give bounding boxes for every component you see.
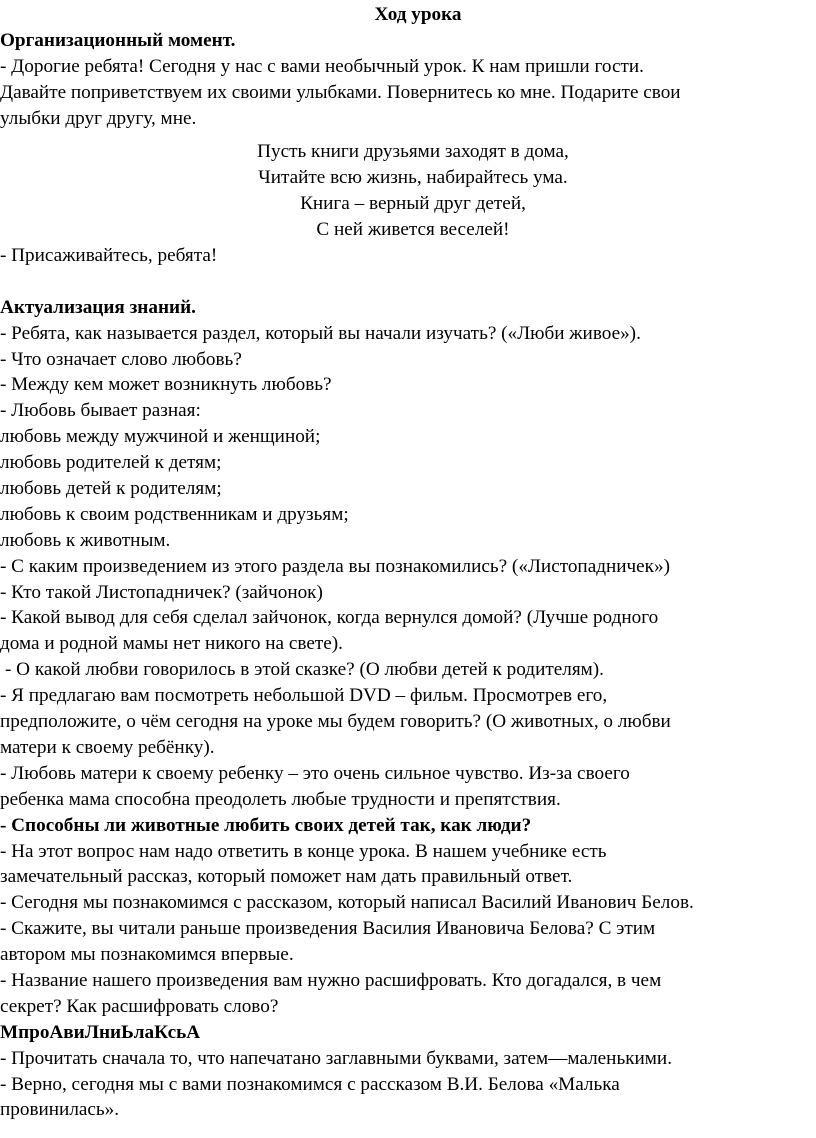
paragraph-line: матери к своему ребёнку). xyxy=(0,736,215,758)
lesson-title: Ход урока xyxy=(374,4,462,25)
paragraph-line: предположите, о чём сегодня на уроке мы будем говорить? (О животных, о любви xyxy=(0,711,671,733)
paragraph-line: автором мы познакомимся впервые. xyxy=(0,944,294,966)
paragraph-line: любовь между мужчиной и женщиной; xyxy=(0,426,321,448)
paragraph-line: - На этот вопрос нам надо ответить в конце урока. В нашем учебнике есть xyxy=(0,840,607,862)
paragraph-line: ребенка мама способна преодолеть любые трудности и препятствия. xyxy=(0,788,561,810)
spacer xyxy=(0,131,816,139)
poem-line: Пусть книги друзьями заходят в дома, xyxy=(257,141,569,163)
paragraph-line: Давайте поприветствуем их своими улыбками. Повернитесь ко мне. Подарите свои xyxy=(0,81,681,103)
paragraph-line: любовь детей к родителям; xyxy=(0,478,222,500)
paragraph-line: дома и родной мамы нет никого на свете). xyxy=(0,633,343,655)
document-page xyxy=(0,2,816,1123)
paragraph-line: - С каким произведением из этого раздела вы познакомились? («Листопадничек») xyxy=(0,555,670,577)
paragraph-line: замечательный рассказ, который поможет нам дать правильный ответ. xyxy=(0,866,573,888)
spacer xyxy=(0,269,816,295)
section-heading-org: Организационный момент. xyxy=(0,29,236,51)
paragraph-line: - Какой вывод для себя сделал зайчонок, когда вернулся домой? (Лучше родного xyxy=(0,607,659,629)
paragraph-line: - Я предлагаю вам посмотреть небольшой DVD – фильм. Просмотрев его, xyxy=(0,685,608,707)
cipher-word: МпроАвиЛниЬлаКсьА xyxy=(0,1021,201,1043)
paragraph-line: улыбки друг другу, мне. xyxy=(0,107,197,129)
paragraph-line: - Сегодня мы познакомимся с рассказом, который написал Василий Иванович Белов. xyxy=(0,892,694,914)
paragraph-line: - Дорогие ребята! Сегодня у нас с вами необычный урок. К нам пришли гости. xyxy=(0,55,644,77)
paragraph-line: - Что означает слово любовь? xyxy=(0,348,242,370)
paragraph-line: любовь к своим родственникам и друзьям; xyxy=(0,503,349,525)
paragraph-line: провинилась». xyxy=(0,1099,120,1121)
poem xyxy=(0,139,816,243)
paragraph-line: секрет? Как расшифровать слово? xyxy=(0,995,279,1017)
paragraph-line: - Верно, сегодня мы с вами познакомимся с рассказом В.И. Белова «Малька xyxy=(0,1073,620,1095)
section-heading-actual: Актуализация знаний. xyxy=(0,296,196,318)
paragraph-line: - Ребята, как называется раздел, который вы начали изучать? («Люби живое»). xyxy=(0,322,641,344)
paragraph-line: - О какой любви говорилось в этой сказке? (О любви детей к родителям). xyxy=(5,659,604,681)
paragraph-line: - Прочитать сначала то, что напечатано заглавными буквами, затем—маленькими. xyxy=(0,1047,672,1069)
paragraph-line: любовь к животным. xyxy=(0,529,171,551)
paragraph-line: - Название нашего произведения вам нужно расшифровать. Кто догадался, в чем xyxy=(0,969,662,991)
paragraph-line: любовь родителей к детям; xyxy=(0,452,222,474)
paragraph-line: - Присаживайтесь, ребята! xyxy=(0,245,218,267)
paragraph-line: - Скажите, вы читали раньше произведения Василия Ивановича Белова? С этим xyxy=(0,918,656,940)
poem-line: С ней живется веселей! xyxy=(316,219,510,241)
paragraph-line: - Между кем может возникнуть любовь? xyxy=(0,374,332,396)
key-question: - Способны ли животные любить своих детей так, как люди? xyxy=(0,814,532,836)
poem-line: Читайте всю жизнь, набирайтесь ума. xyxy=(258,167,568,189)
poem-line: Книга – верный друг детей, xyxy=(300,193,526,215)
paragraph-line: - Кто такой Листопадничек? (зайчонок) xyxy=(0,581,323,603)
paragraph-line: - Любовь бывает разная: xyxy=(0,400,201,422)
paragraph-line: - Любовь матери к своему ребенку – это очень сильное чувство. Из-за своего xyxy=(0,762,630,784)
